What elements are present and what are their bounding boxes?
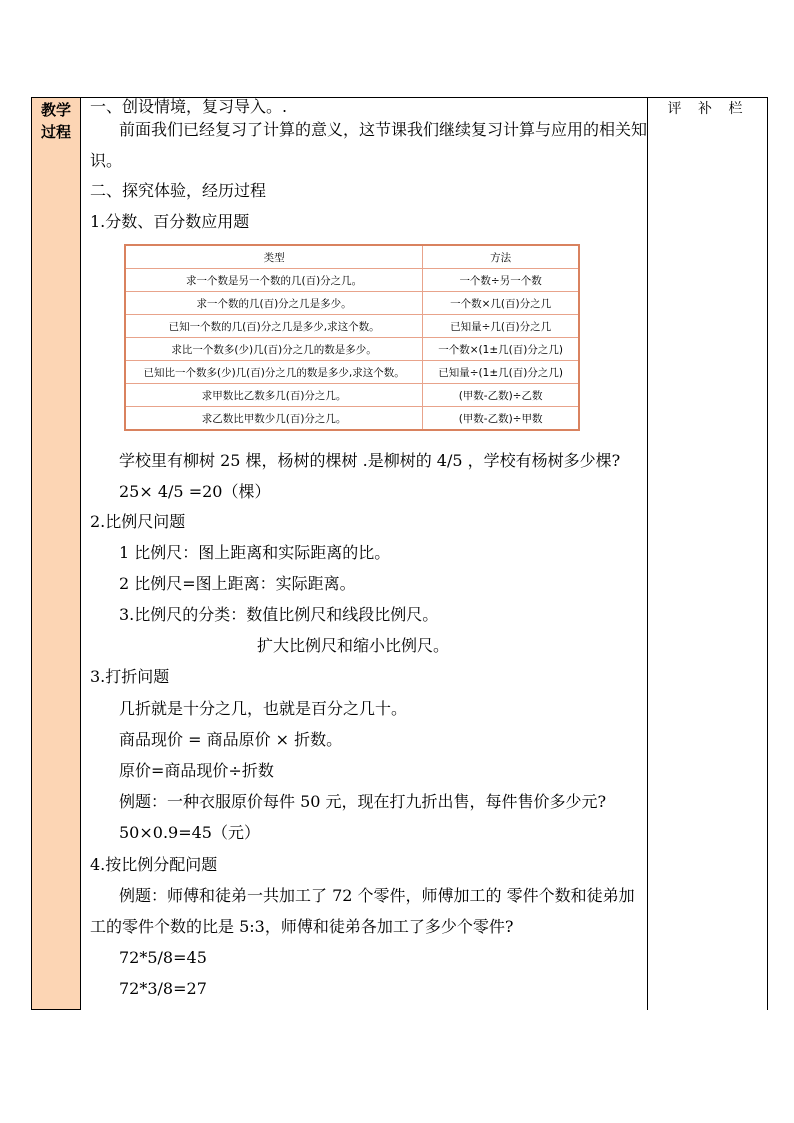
table-cell-type: 求甲数比乙数多几(百)分之几。 bbox=[125, 384, 423, 407]
topic3-line2: 商品现价 = 商品原价 × 折数。 bbox=[119, 730, 343, 749]
table-cell-method: (甲数-乙数)÷甲数 bbox=[423, 407, 579, 431]
topic3-title: 3.打折问题 bbox=[90, 667, 170, 686]
table-cell-type: 求比一个数多(少)几(百)分之几的数是多少。 bbox=[125, 338, 423, 361]
review-divider bbox=[647, 97, 648, 1010]
topic2-line1: 1 比例尺：图上距离和实际距离的比。 bbox=[119, 543, 391, 562]
review-column-header: 评 补 栏 bbox=[667, 101, 749, 117]
topic2-line4: 扩大比例尺和缩小比例尺。 bbox=[257, 636, 450, 655]
table-cell-type: 求一个数是另一个数的几(百)分之几。 bbox=[125, 269, 423, 292]
topic3-line4: 例题：一种衣服原价每件 50 元，现在打九折出售，每件售价多少元? bbox=[119, 792, 607, 811]
topic4-title: 4.按比例分配问题 bbox=[90, 855, 218, 874]
table-cell-method: 一个数÷另一个数 bbox=[423, 269, 579, 292]
table-cell-type: 求一个数的几(百)分之几是多少。 bbox=[125, 292, 423, 315]
table-row bbox=[125, 407, 579, 431]
label-line-1: 教学 bbox=[40, 101, 71, 119]
methods-table bbox=[124, 244, 580, 431]
table-cell-method: 已知量÷几(百)分之几 bbox=[423, 315, 579, 338]
table-row bbox=[125, 269, 579, 292]
section2-heading: 二、探究体验，经历过程 bbox=[90, 181, 267, 200]
section1-paragraph-line2: 识。 bbox=[90, 151, 123, 170]
topic3-line5: 50×0.9=45（元） bbox=[119, 823, 260, 842]
table-row bbox=[125, 292, 579, 315]
topic4-line1: 例题：师傅和徒弟一共加工了 72 个零件，师傅加工的 零件个数和徒弟加 bbox=[119, 886, 635, 905]
section1-paragraph-line1: 前面我们已经复习了计算的意义，这节课我们继续复习计算与应用的相关知 bbox=[119, 120, 648, 139]
table-cell-method: 一个数×几(百)分之几 bbox=[423, 292, 579, 315]
topic2-title: 2.比例尺问题 bbox=[90, 512, 186, 531]
topic1-example-question: 学校里有柳树 25 棵，杨树的棵树 .是柳树的 4/5 ，学校有杨树多少棵? bbox=[119, 451, 621, 470]
topic3-line1: 几折就是十分之几，也就是百分之几十。 bbox=[119, 699, 408, 718]
topic2-line3: 3.比例尺的分类：数值比例尺和线段比例尺。 bbox=[119, 605, 439, 624]
topic2-line2: 2 比例尺=图上距离：实际距离。 bbox=[119, 574, 356, 593]
table-row bbox=[125, 361, 579, 384]
table-row bbox=[125, 384, 579, 407]
topic4-line4: 72*3/8=27 bbox=[119, 979, 207, 998]
label-divider bbox=[80, 97, 81, 1010]
topic4-line2: 工的零件个数的比是 5:3，师傅和徒弟各加工了多少个零件? bbox=[90, 917, 514, 936]
table-cell-method: 已知量÷(1±几(百)分之几) bbox=[423, 361, 579, 384]
section1-heading: 一、创设情境，复习导入。. bbox=[90, 97, 288, 116]
topic1-example-answer: 25× 4/5 =20（棵） bbox=[119, 482, 271, 501]
topic1-title: 1.分数、百分数应用题 bbox=[90, 212, 250, 231]
frame-right-border bbox=[767, 97, 768, 1010]
label-bottom-border bbox=[31, 1009, 81, 1010]
table-cell-type: 已知比一个数多(少)几(百)分之几的数是多少,求这个数。 bbox=[125, 361, 423, 384]
frame-left-border bbox=[31, 97, 32, 1010]
table-row bbox=[125, 315, 579, 338]
table-header-type: 类型 bbox=[125, 245, 423, 269]
table-header-method: 方法 bbox=[423, 245, 579, 269]
table-cell-method: 一个数×(1±几(百)分之几) bbox=[423, 338, 579, 361]
table-cell-type: 求乙数比甲数少几(百)分之几。 bbox=[125, 407, 423, 431]
table-cell-method: (甲数-乙数)÷乙数 bbox=[423, 384, 579, 407]
topic4-line3: 72*5/8=45 bbox=[119, 948, 207, 967]
table-row bbox=[125, 338, 579, 361]
table-cell-type: 已知一个数的几(百)分之几是多少,求这个数。 bbox=[125, 315, 423, 338]
topic3-line3: 原价=商品现价÷折数 bbox=[119, 761, 274, 780]
label-column bbox=[32, 98, 80, 1010]
table-header-row bbox=[125, 245, 579, 269]
label-line-2: 过程 bbox=[40, 123, 71, 141]
label-column-text bbox=[32, 99, 80, 143]
